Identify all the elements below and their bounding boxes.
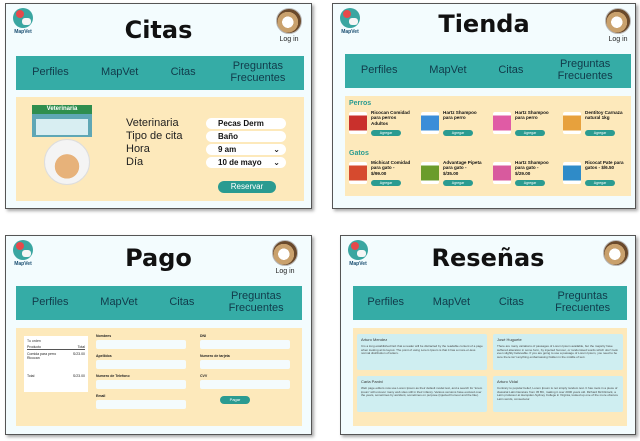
login-button[interactable] (603, 240, 629, 266)
review-card (493, 376, 623, 412)
order-item-total: S/23.00 (72, 352, 85, 356)
product-name: Hartz Shampoo para perro (443, 110, 477, 121)
nav-item-citas[interactable]: Citas (169, 296, 195, 309)
review-author: Arturo Mendez (361, 337, 388, 342)
login-label: Log in (279, 36, 299, 43)
input-cvv[interactable] (200, 380, 290, 389)
nav-item-citas[interactable]: Citas (170, 66, 196, 79)
field-dia[interactable]: 10 de mayo ⌄ (206, 157, 286, 168)
label-apellidos: Apellidos (96, 354, 112, 358)
label-dni: DNI (200, 334, 207, 338)
nav-item-perfiles[interactable]: Perfiles (367, 296, 405, 309)
avatar (276, 8, 302, 34)
login-button[interactable] (272, 240, 298, 275)
nav-item-mapvet[interactable]: MapVet (101, 66, 139, 79)
nav-item-mapvet[interactable]: MapVet (429, 64, 467, 77)
product-name: Advantage Pipeta para gato - $/35.00 (443, 160, 482, 176)
label-nombres: Nombres (96, 334, 112, 338)
nav-item-perfiles[interactable]: Perfiles (31, 296, 69, 309)
product-name: Hartz Shampoo para gato - $/29.00 (515, 160, 549, 176)
product-image (563, 112, 581, 134)
label-telefono: Numero de Telefono (96, 374, 130, 378)
nav-item-preguntas[interactable]: Preguntas Frecuentes (555, 290, 611, 314)
order-heading: Tu orden (27, 339, 41, 343)
field-tipo[interactable]: Baño (206, 131, 286, 142)
input-dni[interactable] (200, 340, 290, 349)
field-veterinaria[interactable]: Pecas Derm (206, 118, 286, 129)
nav-item-preguntas[interactable]: Preguntas Frecuentes (228, 290, 284, 314)
input-nombres[interactable] (96, 340, 186, 349)
col-product: Producto (27, 345, 42, 349)
chevron-down-icon: ⌄ (273, 158, 280, 167)
label-tarjeta: Numero de tarjeta (200, 354, 230, 358)
agregar-button[interactable]: Agregar (515, 180, 545, 186)
product-image (493, 112, 511, 134)
page-title: Citas (124, 16, 193, 44)
product-image (421, 112, 439, 134)
nav-bar (16, 56, 304, 90)
input-apellidos[interactable] (96, 360, 186, 369)
pago-panel (5, 235, 312, 435)
logo-text: MapVet (341, 29, 359, 35)
review-text: Contrary to popular belief, Lorem Ipsum is not simply random text. It has roots in a piece of classical Latin literature from 45 BC, making it over 2000 years old. Richard McClintock, a Latin professor at Hampden-Sydney College in Virginia, looked up one of the more obscure Latin words, consectetur. (497, 386, 619, 401)
product-image (349, 112, 367, 134)
page-title: Reseñas (431, 244, 545, 272)
logo-text: MapVet (14, 29, 32, 35)
product-image (563, 162, 581, 184)
chevron-down-icon: ⌄ (273, 145, 280, 154)
product-name: Ricocan Comidad para perros Adultos (371, 110, 410, 126)
order-total-label: Total (27, 374, 35, 378)
nav-item-perfiles[interactable]: Perfiles (360, 64, 398, 77)
nav-item-citas[interactable]: Citas (498, 296, 524, 309)
tienda-panel (332, 3, 636, 209)
field-label-tipo: Tipo de cita (126, 130, 183, 142)
product-name: Michicat Comidad para gato - $/99.00 (371, 160, 411, 176)
avatar (272, 240, 298, 266)
resenas-panel (340, 235, 636, 435)
avatar (605, 8, 631, 34)
nav-item-perfiles[interactable]: Perfiles (32, 66, 69, 79)
order-item-name: Comida para perro Ricocan (27, 352, 57, 360)
field-label-veterinaria: Veterinaria (126, 117, 179, 129)
clinic-sign: Veterinaria (32, 105, 92, 114)
nav-item-citas[interactable]: Citas (498, 64, 524, 77)
nav-item-mapvet[interactable]: MapVet (432, 296, 471, 309)
payment-form (16, 328, 302, 426)
label-cvv: CVV (200, 374, 208, 378)
login-button[interactable] (605, 8, 631, 43)
field-hora[interactable]: 9 am ⌄ (206, 144, 286, 155)
product-name: Ricocat Pate para gatos - $/6.50 (585, 160, 624, 171)
logo-text: MapVet (14, 261, 32, 267)
review-text: Web page editors now use Lorem Ipsum as their default model text, and a search for 'lorem ipsum' will uncover many web sites still in their infancy. Various versions have evolved over the years, sometimes by accident, sometimes on purpose (injected humour and the like). (361, 386, 483, 398)
order-total-value: S/23.00 (72, 374, 85, 378)
agregar-button[interactable]: Agregar (443, 130, 473, 136)
agregar-button[interactable]: Agregar (585, 180, 615, 186)
citas-form (16, 97, 304, 201)
pet-photo (44, 139, 90, 185)
input-telefono[interactable] (96, 380, 186, 389)
reservar-button[interactable]: Reservar (218, 181, 276, 193)
review-author: Carla Panini (361, 379, 383, 384)
nav-bar (345, 54, 631, 88)
input-tarjeta[interactable] (200, 360, 290, 369)
field-label-dia: Día (126, 156, 144, 168)
page-title: Tienda (438, 10, 530, 38)
pagar-button[interactable]: Pagar (220, 396, 250, 404)
order-summary (24, 336, 88, 392)
review-card (357, 376, 487, 412)
product-name: Hartz Shampoo para perro (515, 110, 549, 121)
review-author: José Huguete (497, 337, 522, 342)
nav-item-mapvet[interactable]: MapVet (100, 296, 138, 309)
logo-text: MapVet (349, 261, 367, 267)
review-card (493, 334, 623, 370)
category-gatos: Gatos (349, 150, 369, 157)
col-total: Total (77, 345, 85, 349)
agregar-button[interactable]: Agregar (515, 130, 545, 136)
nav-item-preguntas[interactable]: Preguntas Frecuentes (230, 60, 286, 84)
product-image (349, 162, 367, 184)
product-image (493, 162, 511, 184)
login-button[interactable] (276, 8, 302, 43)
login-label: Log in (275, 268, 295, 275)
agregar-button[interactable]: Agregar (371, 130, 401, 136)
clinic-photo (32, 105, 92, 137)
review-text: It is a long established fact that a reader will be distracted by the readable content of a page when looking at its layout. The point of using Lorem Ipsum is that it has a more-or-less normal distribution of letters. (361, 344, 483, 356)
field-label-hora: Hora (126, 143, 150, 155)
product-name: Dentitoy Carnaza natural 1kg (585, 110, 623, 121)
citas-panel (5, 3, 312, 209)
input-email[interactable] (96, 400, 186, 409)
product-image (421, 162, 439, 184)
review-author: Arturo Vidal (497, 379, 518, 384)
nav-bar (353, 286, 627, 320)
agregar-button[interactable]: Agregar (371, 180, 401, 186)
nav-item-preguntas[interactable]: Preguntas Frecuentes (557, 58, 613, 82)
category-perros: Perros (349, 100, 372, 107)
review-card (357, 334, 487, 370)
label-email: Email (96, 394, 106, 398)
agregar-button[interactable]: Agregar (443, 180, 473, 186)
reviews-area (353, 328, 627, 426)
review-text: There are many variations of passages of Lorem Ipsum available, but the majority have suffered alteration in some form, by injected humour, or randomised words which don't look even slightly believable. If you are going to use a passage of Lorem Ipsum, you need to be sure there isn't anything embarrassing hidden in the middle of text. (497, 344, 618, 359)
login-label: Log in (608, 36, 628, 43)
avatar (603, 240, 629, 266)
store-grid (345, 96, 631, 196)
nav-bar (16, 286, 302, 320)
page-title: Pago (125, 244, 192, 272)
agregar-button[interactable]: Agregar (585, 130, 615, 136)
